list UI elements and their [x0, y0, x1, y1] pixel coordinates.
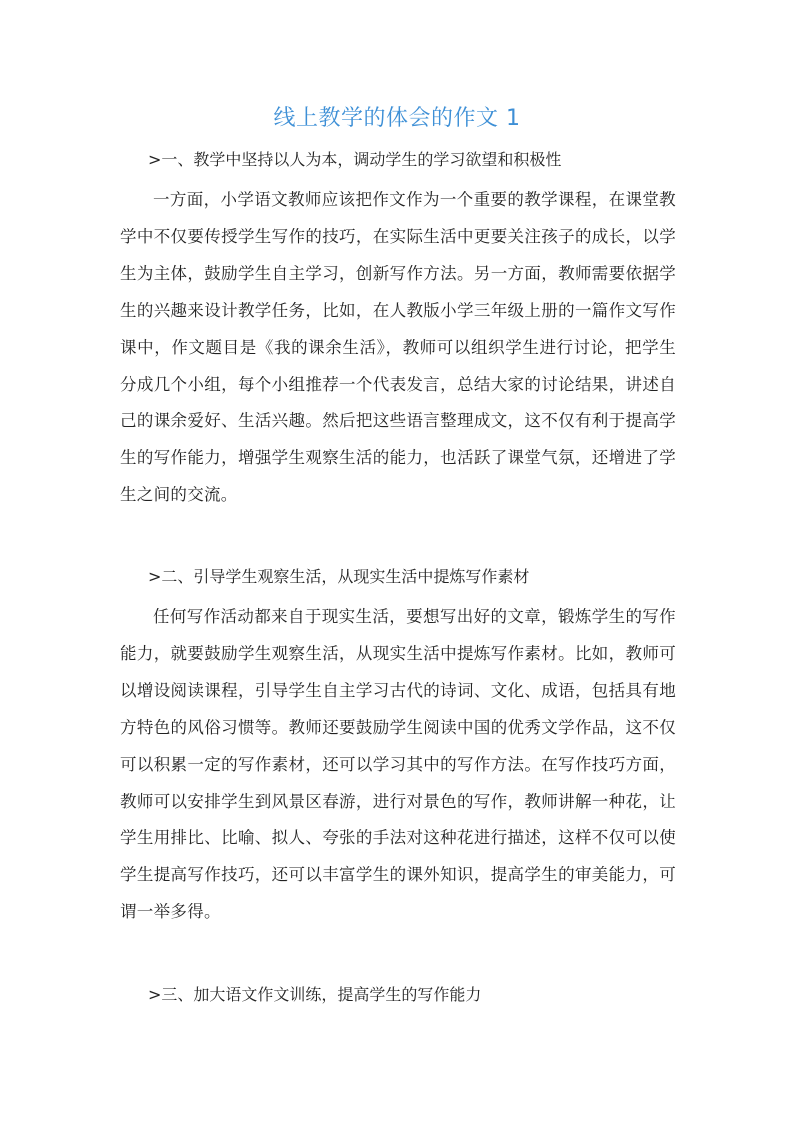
section-heading-1: >一、教学中坚持以人为本，调动学生的学习欲望和积极性 [148, 150, 562, 169]
section-paragraph-2: 任何写作活动都来自于现实生活，要想写出好的文章，锻炼学生的写作能力，就要鼓励学生观察生活，从现实生活中提炼写作素材。比如，教师可以增设阅读课程，引导学生自主学习古代的诗词、文化、成语，包括具有地方特色的风俗习惯等。教师还要鼓励学生阅读中国的优秀文学作品，这不仅可以积累一定的写作素材，还可以学习其中的写作方法。在写作技巧方面，教师可以安排学生到风景区春游，进行对景色的写作，教师讲解一种花，让学生用排比、比喻、拟人、夸张的手法对这种花进行描述，这样不仅可以使学生提高写作技巧，还可以丰富学生的课外知识，提高学生的审美能力，可谓一举多得。 [120, 607, 676, 922]
section-heading-2: >二、引导学生观察生活，从现实生活中提炼写作素材 [148, 567, 530, 586]
section-paragraph-1: 一方面，小学语文教师应该把作文作为一个重要的教学课程，在课堂教学中不仅要传授学生写作的技巧，在实际生活中更要关注孩子的成长，以学生为主体，鼓励学生自主学习，创新写作方法。另一方面，教师需要依据学生的兴趣来设计教学任务，比如，在人教版小学三年级上册的一篇作文写作课中，作文题目是《我的课余生活》，教师可以组织学生进行讨论，把学生分成几个小组，每个小组推荐一个代表发言，总结大家的讨论结果，讲述自己的课余爱好、生活兴趣。然后把这些语言整理成文，这不仅有利于提高学生的写作能力，增强学生观察生活的能力，也活跃了课堂气氛，还增进了学生之间的交流。 [120, 190, 676, 505]
page-title: 线上教学的体会的作文 1 [273, 106, 521, 131]
section-heading-3: >三、加大语文作文训练，提高学生的写作能力 [148, 985, 482, 1004]
